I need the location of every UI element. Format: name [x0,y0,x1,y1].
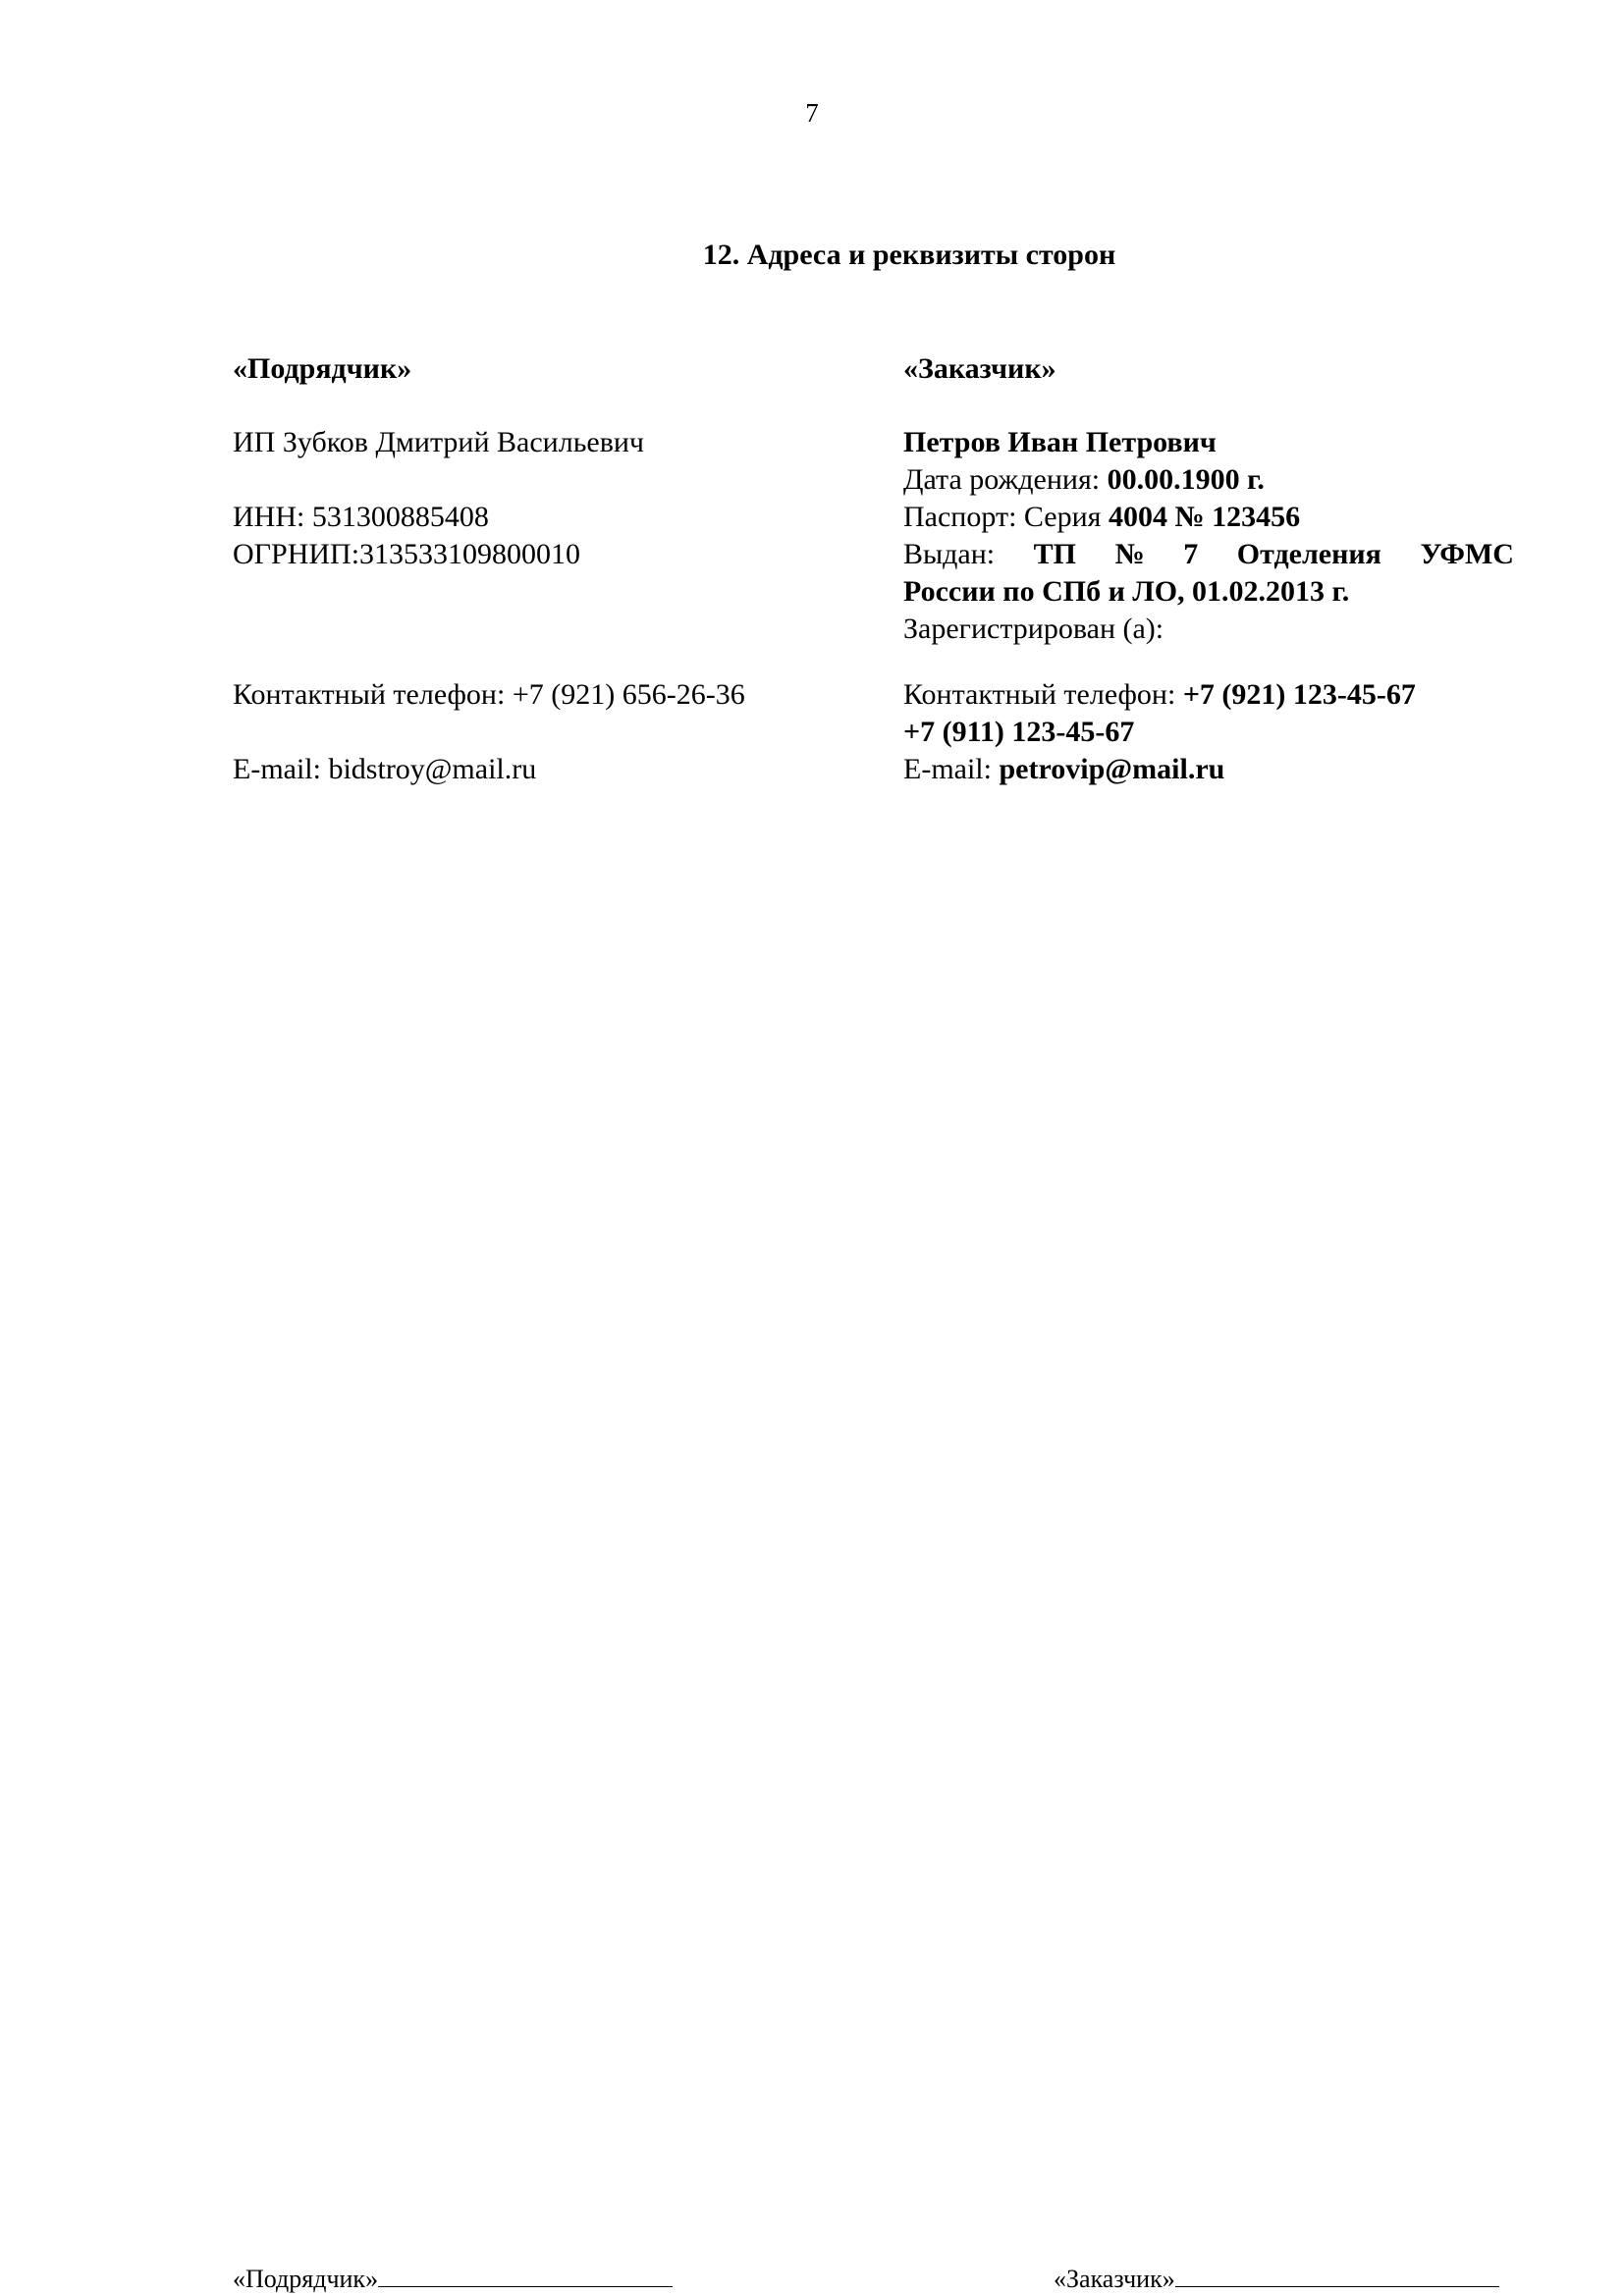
customer-issued-line [903,536,1514,573]
contractor-phone: Контактный телефон: +7 (921) 656-26-36 [233,678,745,711]
customer-block [903,350,1514,788]
customer-signature-label: «Заказчик» [1054,2265,1175,2293]
issued-word: № [1114,538,1145,570]
customer-heading: «Заказчик» [903,352,1056,385]
issued-word: ТП [1033,538,1077,570]
customer-signature [1054,2265,1499,2294]
passport-label: Паспорт: Серия [903,501,1109,533]
passport-value: 4004 № 123456 [1108,501,1301,533]
contractor-ogrnip: ОГРНИП:313533109800010 [233,538,581,570]
issued-word: УФМС [1420,538,1514,570]
contractor-heading: «Подрядчик» [233,352,412,385]
contractor-signature-label: «Подрядчик» [233,2265,379,2293]
customer-passport [903,499,1514,536]
issued-word: Отделения [1236,538,1381,570]
phone-value-1: +7 (921) 123-45-67 [1182,678,1416,711]
phone-value-2: +7 (911) 123-45-67 [903,716,1135,748]
email-value: petrovip@mail.ru [999,753,1225,785]
customer-issued-line-2: России по СПб и ЛО, 01.02.2013 г. [903,575,1350,608]
email-label: E-mail: [903,753,1000,785]
birth-date-value: 00.00.1900 г. [1107,463,1265,496]
issued-label: Выдан: [903,538,996,570]
contractor-signature-line [378,2265,673,2287]
page-number: 7 [805,98,819,128]
customer-registered: Зарегистрирован (а): [903,613,1164,645]
contractor-email: E-mail: bidstroy@mail.ru [233,753,537,785]
issued-word: 7 [1183,538,1199,570]
customer-phone [903,676,1514,714]
contractor-inn: ИНН: 531300885408 [233,501,489,533]
contractor-block [233,350,861,788]
phone-label: Контактный телефон: [903,678,1183,711]
customer-signature-line [1175,2265,1499,2287]
birth-date-label: Дата рождения: [903,463,1108,496]
contractor-signature [233,2265,673,2294]
section-title: 12. Адреса и реквизиты сторон [702,239,1116,271]
customer-email [903,751,1514,788]
customer-name: Петров Иван Петрович [903,426,1217,458]
customer-birth-date [903,461,1514,499]
contractor-name: ИП Зубков Дмитрий Васильевич [233,426,645,458]
